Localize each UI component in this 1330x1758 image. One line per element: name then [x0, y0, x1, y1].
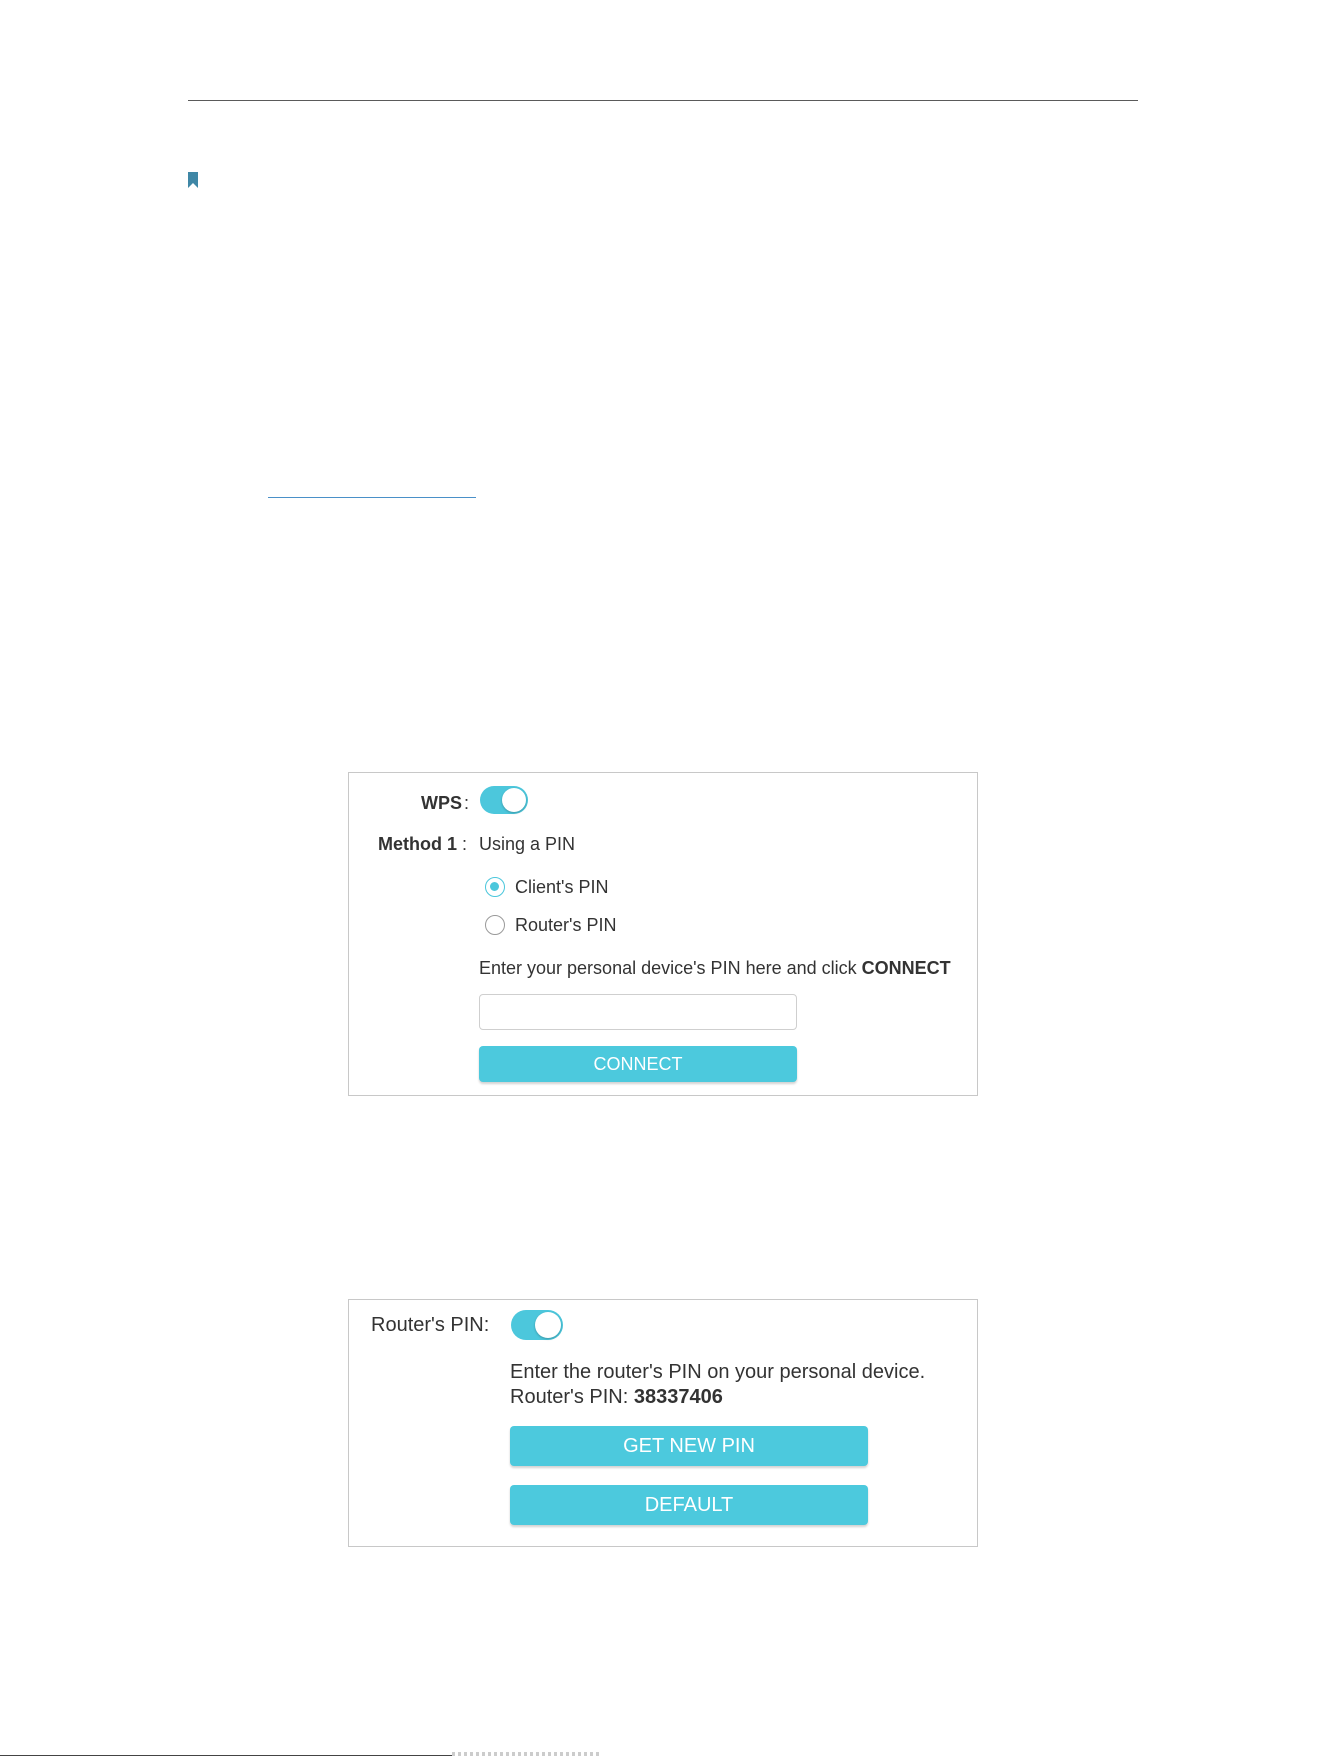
router-pin-radio[interactable] — [485, 915, 505, 935]
link-underline[interactable] — [268, 497, 476, 498]
header-rule — [188, 100, 1138, 101]
get-new-pin-button[interactable]: GET NEW PIN — [510, 1426, 868, 1466]
wps-toggle[interactable] — [480, 786, 528, 814]
router-pin-toggle-knob — [535, 1312, 561, 1338]
router-pin-display — [510, 1386, 723, 1409]
router-pin-label: Router's PIN: — [371, 1314, 490, 1336]
wps-label-colon: : — [464, 793, 470, 813]
method-value: Using a PIN — [479, 834, 576, 854]
router-pin-toggle[interactable] — [511, 1310, 563, 1340]
client-pin-label[interactable]: Client's PIN — [515, 877, 609, 897]
wps-label: WPS — [421, 793, 463, 813]
method-label-colon: : — [462, 834, 468, 854]
pin-instruction-bold: CONNECT — [861, 958, 951, 978]
connect-button[interactable]: CONNECT — [479, 1046, 797, 1082]
pin-instruction — [479, 958, 951, 979]
router-pin-display-label: Router's PIN: — [510, 1386, 634, 1408]
router-pin-radio-label[interactable]: Router's PIN — [515, 915, 617, 935]
client-pin-input[interactable] — [479, 994, 797, 1030]
footer-rule — [0, 1755, 452, 1756]
bookmark-icon — [188, 172, 198, 188]
wps-toggle-knob — [502, 788, 526, 812]
pin-instruction-text: Enter your personal device's PIN here and click — [479, 958, 862, 978]
router-pin-instruction: Enter the router's PIN on your personal device. — [510, 1361, 926, 1383]
router-pin-panel — [348, 1299, 978, 1547]
client-pin-radio[interactable] — [485, 877, 505, 897]
wps-pin-panel — [348, 772, 978, 1096]
default-button[interactable]: DEFAULT — [510, 1485, 868, 1525]
footer-scan-artifact — [452, 1752, 602, 1756]
router-pin-value: 38337406 — [633, 1386, 723, 1408]
method-label: Method 1 — [378, 834, 457, 854]
